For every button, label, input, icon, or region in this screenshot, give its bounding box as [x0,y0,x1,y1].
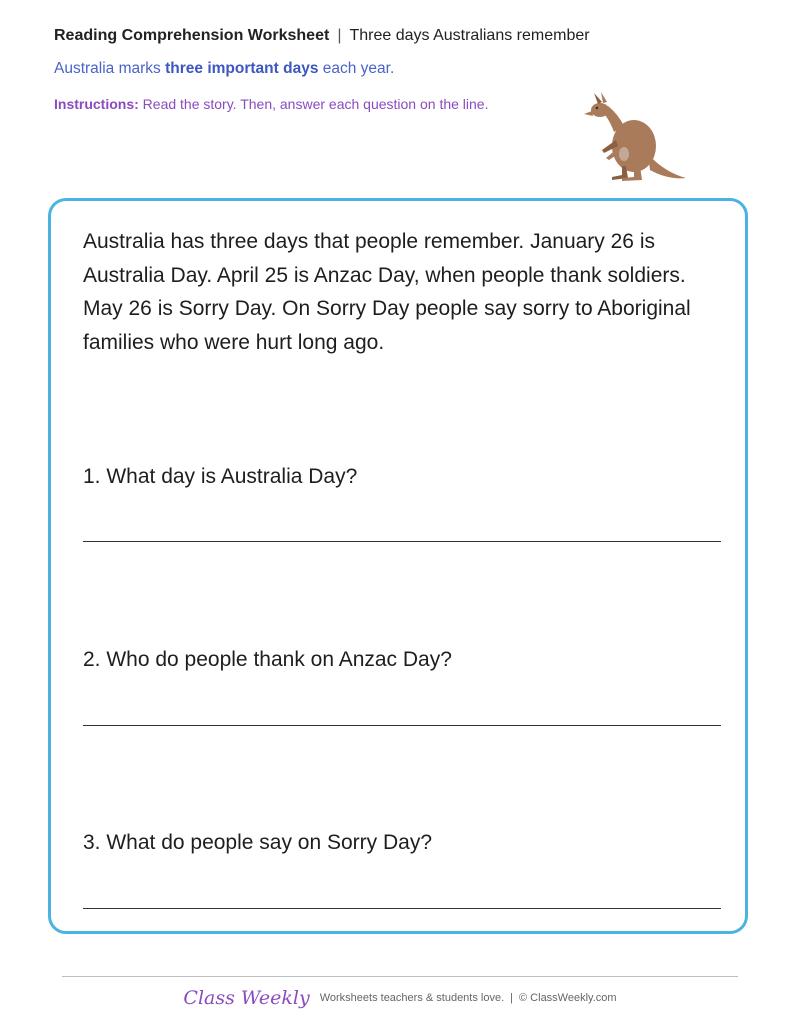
header-separator: | [337,27,342,44]
answer-line-1[interactable] [83,541,721,542]
reading-card [48,198,748,934]
worksheet-header [54,27,590,45]
instructions-text: Read the story. Then, answer each question on the line. [138,96,489,112]
subtitle-prefix: Australia marks [54,60,166,77]
answer-line-3[interactable] [83,908,721,909]
kangaroo-icon [578,92,690,184]
brand-logo: Class Weekly [183,987,310,1009]
footer-divider [62,976,738,977]
subtitle-suffix: each year. [318,60,395,77]
footer-separator: | [510,992,514,1004]
question-2: 2. Who do people thank on Anzac Day? [83,648,452,671]
worksheet-topic: Three days Australians remember [349,27,590,44]
answer-line-2[interactable] [83,725,721,726]
footer-tagline: Worksheets teachers & students love. [319,992,505,1004]
story-passage: Australia has three days that people remember. January 26 is Australia Day. April 25 is Anzac Day, when people thank soldiers. May 26 is Sorry Day. On Sorry Day people say sorry to Aboriginal families who were hurt long ago. [83,230,691,354]
footer-copyright: © ClassWeekly.com [519,992,617,1004]
subtitle-emphasis: three important days [165,60,319,77]
question-3: 3. What do people say on Sorry Day? [83,831,433,854]
footer [0,987,800,1009]
worksheet-title: Reading Comprehension Worksheet [54,27,330,44]
worksheet-subtitle [54,60,394,78]
instructions [54,93,494,115]
question-1: 1. What day is Australia Day? [83,465,358,488]
instructions-label: Instructions: [54,96,139,112]
